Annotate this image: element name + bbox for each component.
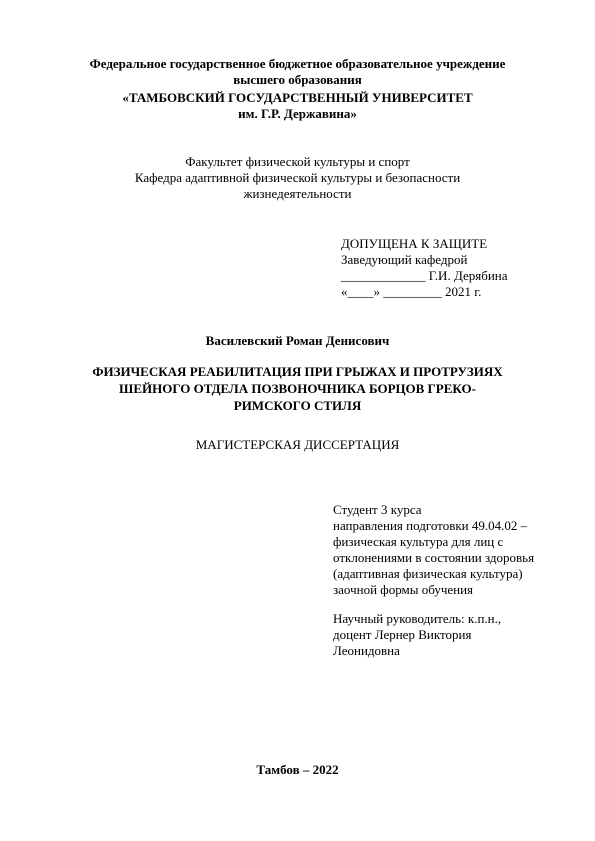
supervisor-label: Научный руководитель: к.п.н.,	[333, 611, 502, 626]
thesis-title-line-1: ФИЗИЧЕСКАЯ РЕАБИЛИТАЦИЯ ПРИ ГРЫЖАХ И ПРОТРУЗИЯХ	[92, 364, 503, 379]
thesis-title-line-3: РИМСКОГО СТИЛЯ	[233, 398, 362, 413]
student-direction: направления подготовки 49.04.02 –	[333, 518, 528, 533]
approval-heading: ДОПУЩЕНА К ЗАЩИТЕ	[341, 236, 488, 251]
department-name-cont: жизнедеятельности	[243, 186, 352, 201]
approval-date: «____» _________ 2021 г.	[341, 284, 482, 299]
university-name-suffix: им. Г.Р. Державина»	[238, 106, 357, 121]
institution-line-2: высшего образования	[233, 72, 362, 87]
thesis-title-line-2: ШЕЙНОГО ОТДЕЛА ПОЗВОНОЧНИКА БОРЦОВ ГРЕКО-	[119, 381, 476, 396]
institution-line-1: Федеральное государственное бюджетное образовательное учреждение	[89, 56, 506, 71]
student-study-form: заочной формы обучения	[333, 582, 474, 597]
approval-signature: _____________ Г.И. Дерябина	[341, 268, 508, 283]
author-name: Василевский Роман Денисович	[205, 333, 390, 348]
student-direction-cont-1: физическая культура для лиц с	[333, 534, 504, 549]
supervisor-name: доцент Лернер Виктория	[333, 627, 472, 642]
student-direction-cont-3: (адаптивная физическая культура)	[333, 566, 523, 581]
student-direction-cont-2: отклонениями в состоянии здоровья	[333, 550, 535, 565]
work-type: МАГИСТЕРСКАЯ ДИССЕРТАЦИЯ	[195, 437, 400, 452]
supervisor-name-cont: Леонидовна	[333, 643, 400, 658]
city-year: Тамбов – 2022	[256, 762, 339, 777]
student-course: Студент 3 курса	[333, 502, 422, 517]
department-name: Кафедра адаптивной физической культуры и безопасности	[134, 170, 461, 185]
approval-role: Заведующий кафедрой	[341, 252, 468, 267]
university-name: «ТАМБОВСКИЙ ГОСУДАРСТВЕННЫЙ УНИВЕРСИТЕТ	[122, 90, 473, 105]
faculty-name: Факультет физической культуры и спорт	[185, 154, 410, 169]
